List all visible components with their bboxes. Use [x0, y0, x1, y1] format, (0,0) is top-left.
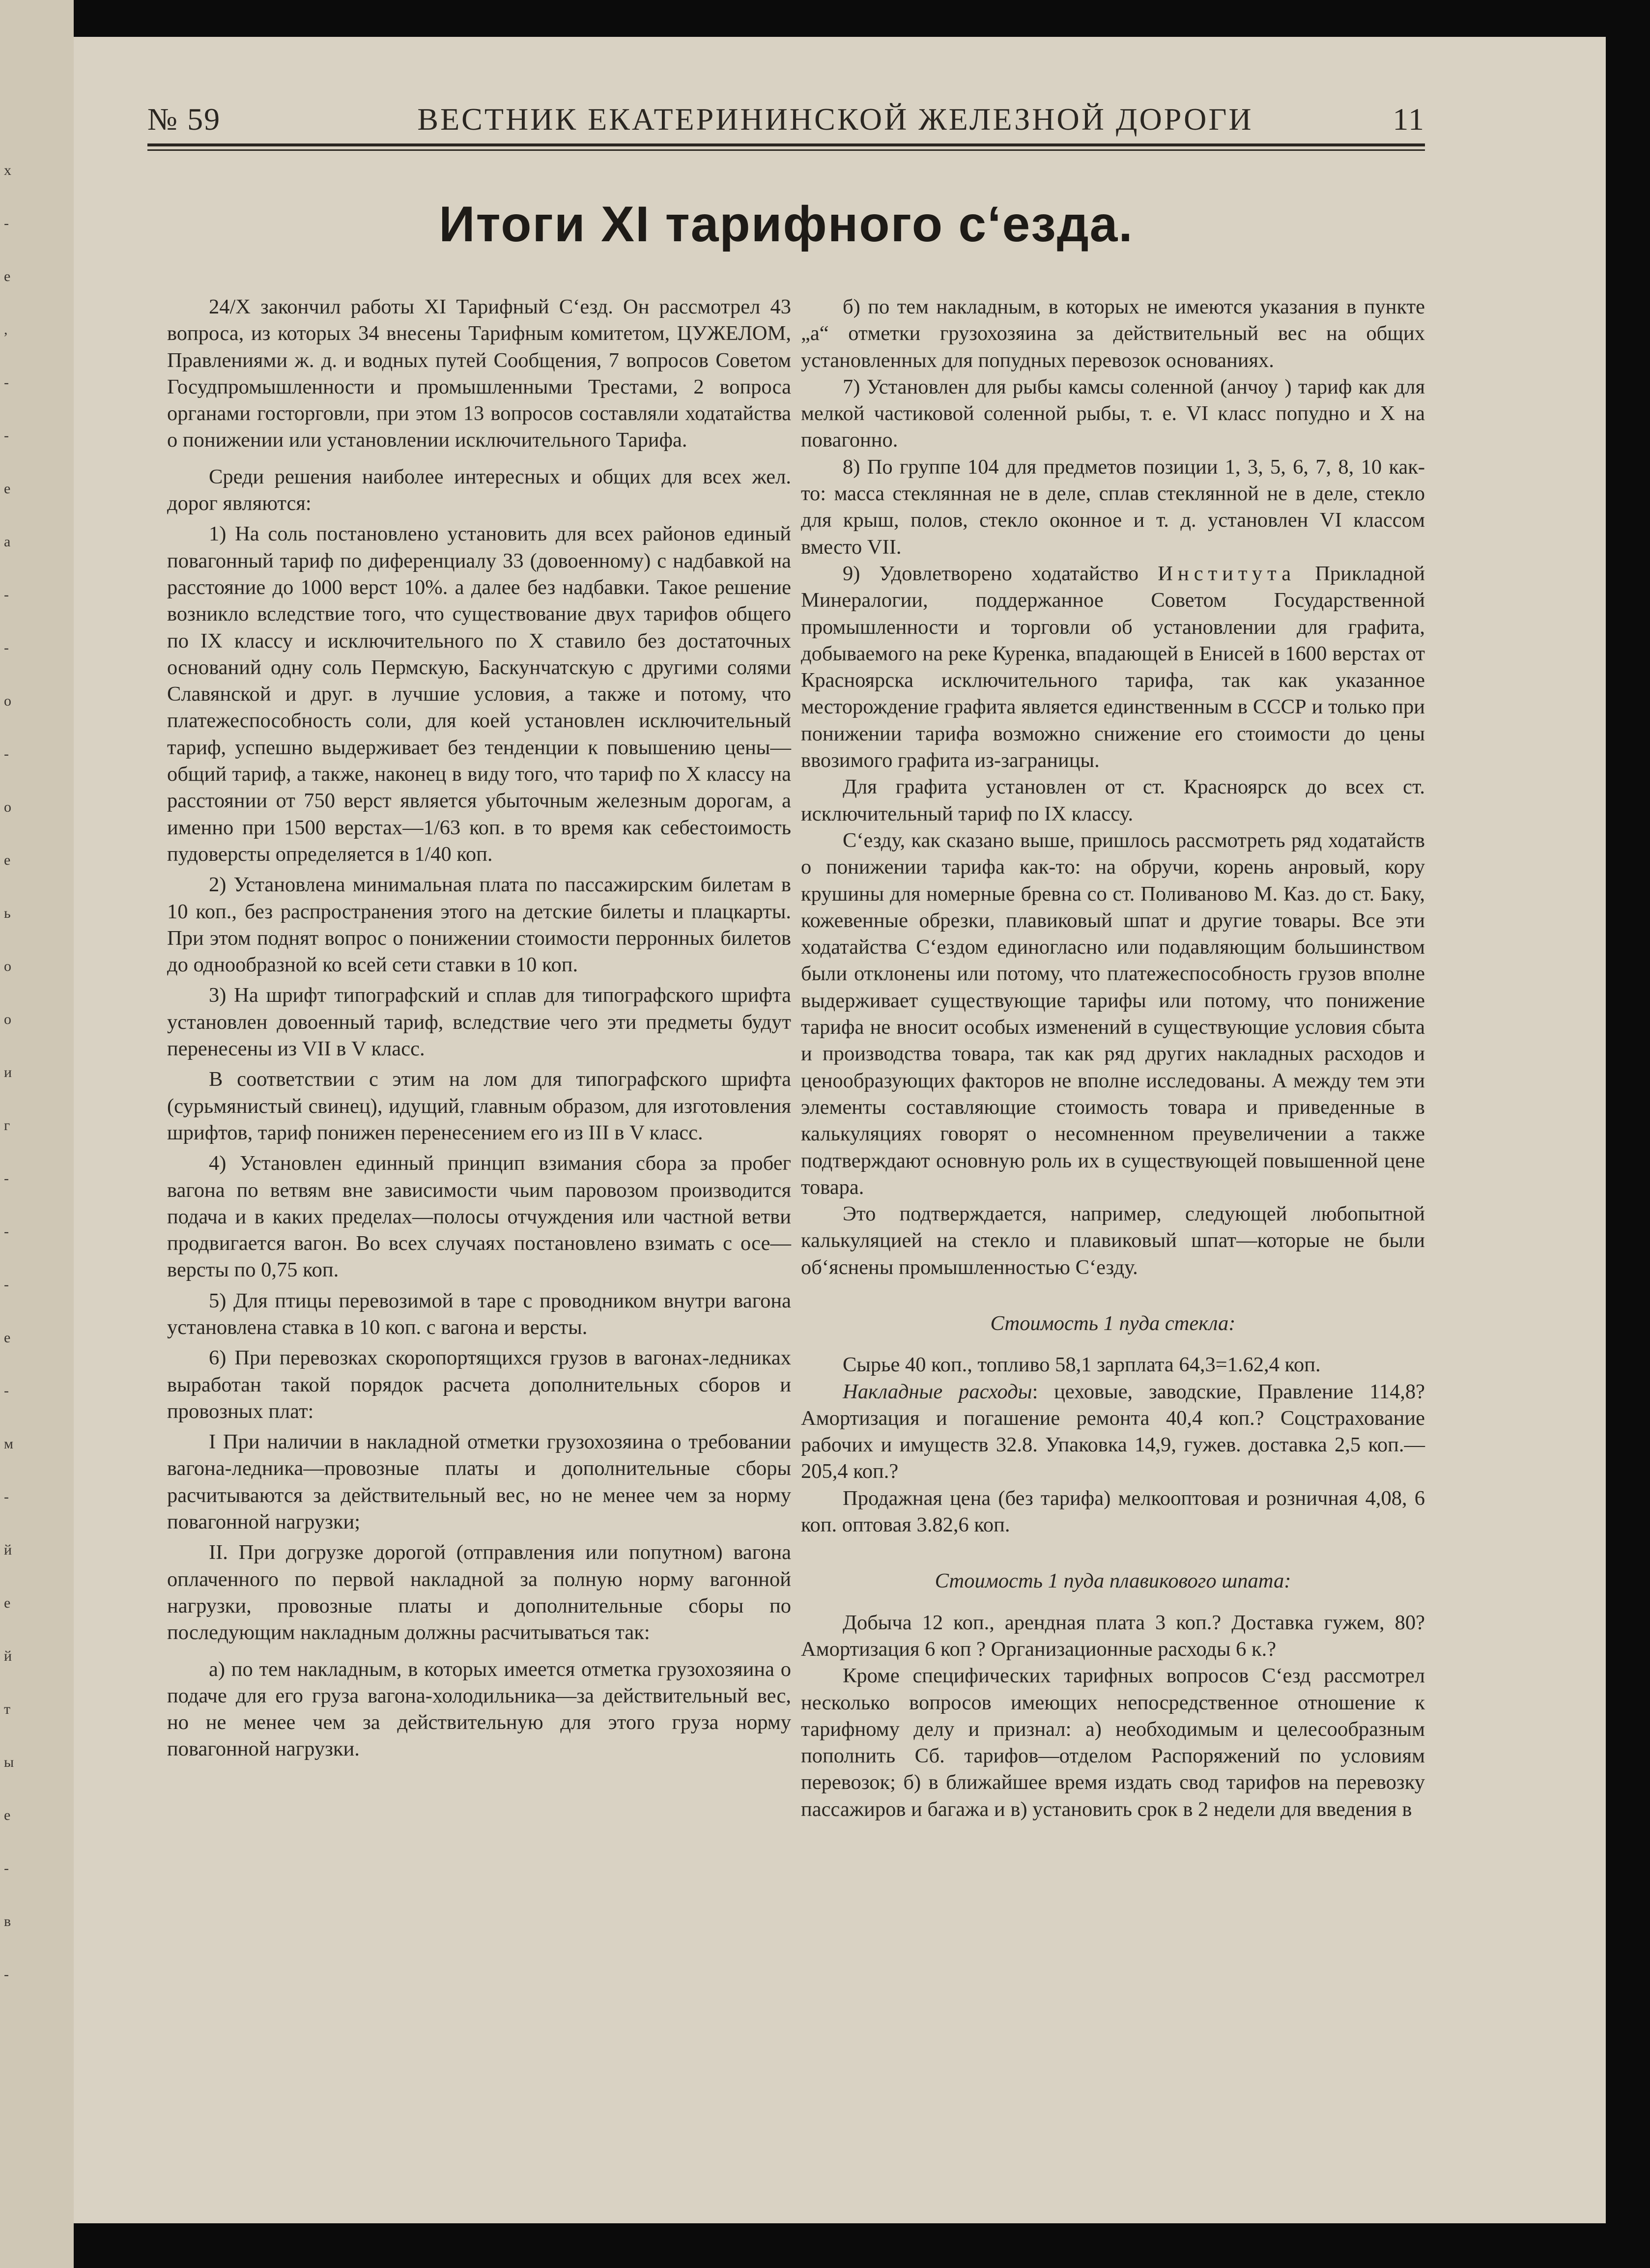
margin-fragment: е	[4, 852, 11, 868]
paragraph	[801, 561, 1425, 774]
left-column	[167, 294, 791, 1767]
paragraph: 24/X закончил работы XI Тарифный С‘езд. Он рассмотрел 43 вопроса, из которых 34 внесены Тарифным комитетом, ЦУЖЕЛОМ, Правлениями ж. д. и водных путей Сообщения, 7 вопросов Советом Госудпромышленности и промышленными Трестами, 2 вопроса органами госторговли, при этом 13 вопросов составляли ходатайства о понижении или установлении исключительного Тарифа.	[167, 295, 791, 452]
paragraph: 3) На шрифт типографский и сплав для типографского шрифта установлен довоенный тариф, вследствие чего эти предметы будут перенесены из VII в V класс.	[167, 984, 791, 1061]
header-rule	[147, 143, 1425, 146]
paragraph: Среди решения наиболее интересных и общих для всех жел. дорог являются:	[167, 465, 791, 515]
margin-fragment: т	[4, 1701, 11, 1717]
paragraph: б) по тем накладным, в которых не имеются указания в пункте „а“ отметки грузохозяина за действительный вес на общих установленных для попудных перевозок основаниях.	[801, 295, 1425, 372]
margin-fragment: -	[4, 1860, 9, 1876]
paragraph: а) по тем накладным, в которых имеется отметка грузохозяина о подаче для его груза вагона-холодильника—за действительный вес, но не менее чем за действительную для этого груза норму повагонной нагрузки.	[167, 1657, 791, 1761]
spaced-word: Института	[1158, 562, 1296, 585]
margin-fragment: ы	[4, 1754, 14, 1770]
margin-fragment: г	[4, 1117, 10, 1134]
margin-fragment: о	[4, 958, 11, 974]
running-header	[74, 98, 1425, 145]
paragraph: I При наличии в накладной отметки грузохозяина о требовании вагона-ледника—провозные платы и дополнительные сборы расчитываются за действительный вес, но не менее чем за норму повагонной нагрузки;	[167, 1430, 791, 1534]
journal-title: ВЕСТНИК ЕКАТЕРИНИНСКОЙ ЖЕЛЕЗНОЙ ДОРОГИ	[417, 102, 1253, 137]
subheading-spar: Стоимость 1 пуда плавикового шпата:	[935, 1569, 1291, 1593]
adjacent-page-strip	[0, 0, 74, 2268]
overhead-paragraph	[801, 1379, 1425, 1485]
margin-fragment: и	[4, 1064, 12, 1080]
margin-fragment: -	[4, 427, 9, 444]
margin-fragment: e	[4, 268, 11, 284]
page-number: 11	[1393, 102, 1425, 137]
paragraph: 6) При перевозках скоропортящихся грузов в вагонах-ледниках выработан такой порядок расчета дополнительных сборов и провозных плат:	[167, 1346, 791, 1423]
closing-paragraph: Кроме специфических тарифных вопросов С‘езд рассмотрел несколько вопросов имеющих непосредственное отношение к тарифному делу и признал: а) необходимым и целесообразным пополнить Сб. тарифов—отделом Распоряжений по условиям перевозок; б) в ближайшее время издать свод тарифов на перевозку пассажиров и багажа и в) установить срок в 2 недели для введения в	[801, 1664, 1425, 1821]
margin-fragment: -	[4, 215, 9, 231]
right-column	[801, 294, 1425, 1823]
margin-fragment: в	[4, 1913, 11, 1929]
glass-cost: Сырье 40 коп., топливо 58,1 зарплата 64,3=1.62,4 коп.	[843, 1353, 1321, 1377]
overhead-text: : цеховые, заводские, Правление 114,8? Амортизация и погашение ремонта 40,4 коп.? Соцстрахование рабочих и имуществ 32.8. Упаковка 14,9, гужев. доставка 2,5 коп.—205,4 коп.?	[801, 1380, 1425, 1483]
margin-fragment: е	[4, 1807, 11, 1823]
margin-fragment: е	[4, 1330, 11, 1346]
paragraph: С‘езду, как сказано выше, пришлось рассмотреть ряд ходатайств о понижении тарифа как-то: на обручи, корень анровый, кору крушины для номерные бревна со ст. Поливаново М. Каз. до ст. Баку, кожевенные обрезки, плавиковый шпат и другие товары. Все эти ходатайства С‘ездом единогласно или подавляющим большинством были отклонены или потому, что платежеспособность грузов вполне выдерживает существующие тарифы или потому, что понижение тарифа не вносит особых изменений в существующие условия сбыта и производства товара, так как ряд других накладных расходов и ценообразующих факторов не вполне исследованы. А между тем эти элементы составляющие стоимость товара и приведенные в калькуляциях говорят о несомненном преувеличении а также подтверждают основную роль их в существующей повышенной цене товара.	[801, 828, 1425, 1199]
paragraph: II. При догрузке дорогой (отправления или попутном) вагона оплаченного по первой накладной за полную норму вагонной нагрузки, провозные платы и дополнительные сборы по последующим накладным должны расчитываться так:	[167, 1541, 791, 1644]
margin-fragment: й	[4, 1648, 12, 1664]
margin-fragment: ь	[4, 905, 11, 921]
paragraph: 1) На соль постановлено установить для всех районов единый повагонный тариф по диференциалу 33 (довоенному) с надбавкой на расстояние до 1000 верст 10%. а далее без надбавки. Такое решение возникло вследствие того, что существование двух тарифов общего по IX классу и исключительного по X ставило без достаточных оснований одну соль Пермскую, Баскунчатскую с другими солями Славянской и друг. в лучшие условия, а также и потому, что платежеспособность соли, для коей установлен исключительный тариф, успешно выдерживает без тенденции к повышению цены—общий тариф, а также, наконец в виду того, что тариф по X классу на расстоянии от 750 верст является убыточным железным дорогам, а именно при 1500 верстах—1/63 коп. в то время как себестоимость пудоверсты определяется в 1/40 коп.	[167, 522, 791, 866]
paragraph: Для графита установлен от ст. Красноярск до всех ст. исключительный тариф по IX классу.	[801, 775, 1425, 825]
issue-number: № 59	[147, 102, 221, 137]
subheading-glass: Стоимость 1 пуда стекла:	[990, 1311, 1236, 1335]
margin-fragment: -	[4, 587, 9, 603]
margin-fragment: о	[4, 1011, 11, 1027]
margin-fragment: -	[4, 1170, 9, 1187]
sale-price: Продажная цена (без тарифа) мелкооптовая и розничная 4,08, 6 коп. оптовая 3.82,6 коп.	[801, 1486, 1425, 1537]
margin-fragment: -	[4, 746, 9, 762]
paragraph: 5) Для птицы перевозимой в таре с проводником внутри вагона установлена ставка в 10 коп. с вагона и версты.	[167, 1289, 791, 1339]
margin-fragment: й	[4, 1542, 12, 1558]
margin-fragment: -	[4, 1966, 9, 1983]
margin-fragment: о	[4, 799, 11, 815]
paragraph: 8) По группе 104 для предметов позиции 1, 3, 5, 6, 7, 8, 10 как-то: масса стеклянная не в деле, сплав стеклянной не в деле, стекло для крыш, полов, стекло оконное и т. д. установлен VI классом вместо VII.	[801, 455, 1425, 559]
paragraph: 2) Установлена минимальная плата по пассажирским билетам в 10 коп., без распространения этого на детские билеты и плацкарты. При этом поднят вопрос о понижении стоимости перронных билетов до однообразной ко всей сети ставки в 10 коп.	[167, 873, 791, 977]
paragraph: 7) Установлен для рыбы камсы соленной (анчоу ) тариф как для мелкой частиковой соленной рыбы, т. е. VI класс попудно и X на повагонно.	[801, 375, 1425, 452]
overhead-label: Накладные расходы	[843, 1380, 1032, 1403]
header-rule-thin	[147, 149, 1425, 151]
paragraph-prefix: 9) Удовлетворено ходатайство	[843, 562, 1158, 585]
margin-fragment: -	[4, 374, 9, 391]
margin-fragment: м	[4, 1436, 13, 1452]
margin-fragment: -	[4, 1489, 9, 1505]
margin-fragment: -	[4, 1223, 9, 1240]
paragraph-text: Прикладной Минералогии, поддержанное Советом Государственной промышленности и торговли об установлении для графита, добываемого на реке Куренка, впадающей в Енисей в 1600 верстах от Красноярска исключительного тарифа, так как указанное месторождение графита является единственным в СССР и только при понижении тарифа возможно снижение его стоимости до цены ввозимого графита из-заграницы.	[801, 562, 1425, 772]
margin-fragment: -	[4, 640, 9, 656]
paragraph: 4) Установлен единный принцип взимания сбора за пробег вагона по ветвям вне зависимости чьим паровозом производится подача и в каких пределах—полосы отчуждения или частной ветви продвигается вагон. Во всех случаях постановлено взимать с осе—версты по 0,75 коп.	[167, 1152, 791, 1282]
margin-fragment: е	[4, 1595, 11, 1611]
margin-fragment: е	[4, 481, 11, 497]
paragraph: В соответствии с этим на лом для типографского шрифта (сурьмянистый свинец), идущий, главным образом, для изготовления шрифтов, тариф понижен перенесением его из III в V класс.	[167, 1068, 791, 1144]
spar-cost: Добыча 12 коп., арендная плата 3 коп.? Доставка гужем, 80? Амортизация 6 коп ? Организационные расходы 6 к.?	[801, 1611, 1425, 1661]
margin-fragment: x	[4, 162, 11, 178]
margin-fragment: -	[4, 1276, 9, 1293]
margin-fragment: -	[4, 1383, 9, 1399]
margin-fragment: о	[4, 693, 11, 709]
margin-fragment: а	[4, 534, 11, 550]
paragraph: Это подтверждается, например, следующей любопытной калькуляцией на стекло и плавиковый шпат—которые не были об‘яснены промышленностью С‘езду.	[801, 1202, 1425, 1279]
article-title: Итоги XI тарифного с‘езда.	[439, 196, 1134, 252]
margin-fragment: ,	[4, 321, 8, 338]
